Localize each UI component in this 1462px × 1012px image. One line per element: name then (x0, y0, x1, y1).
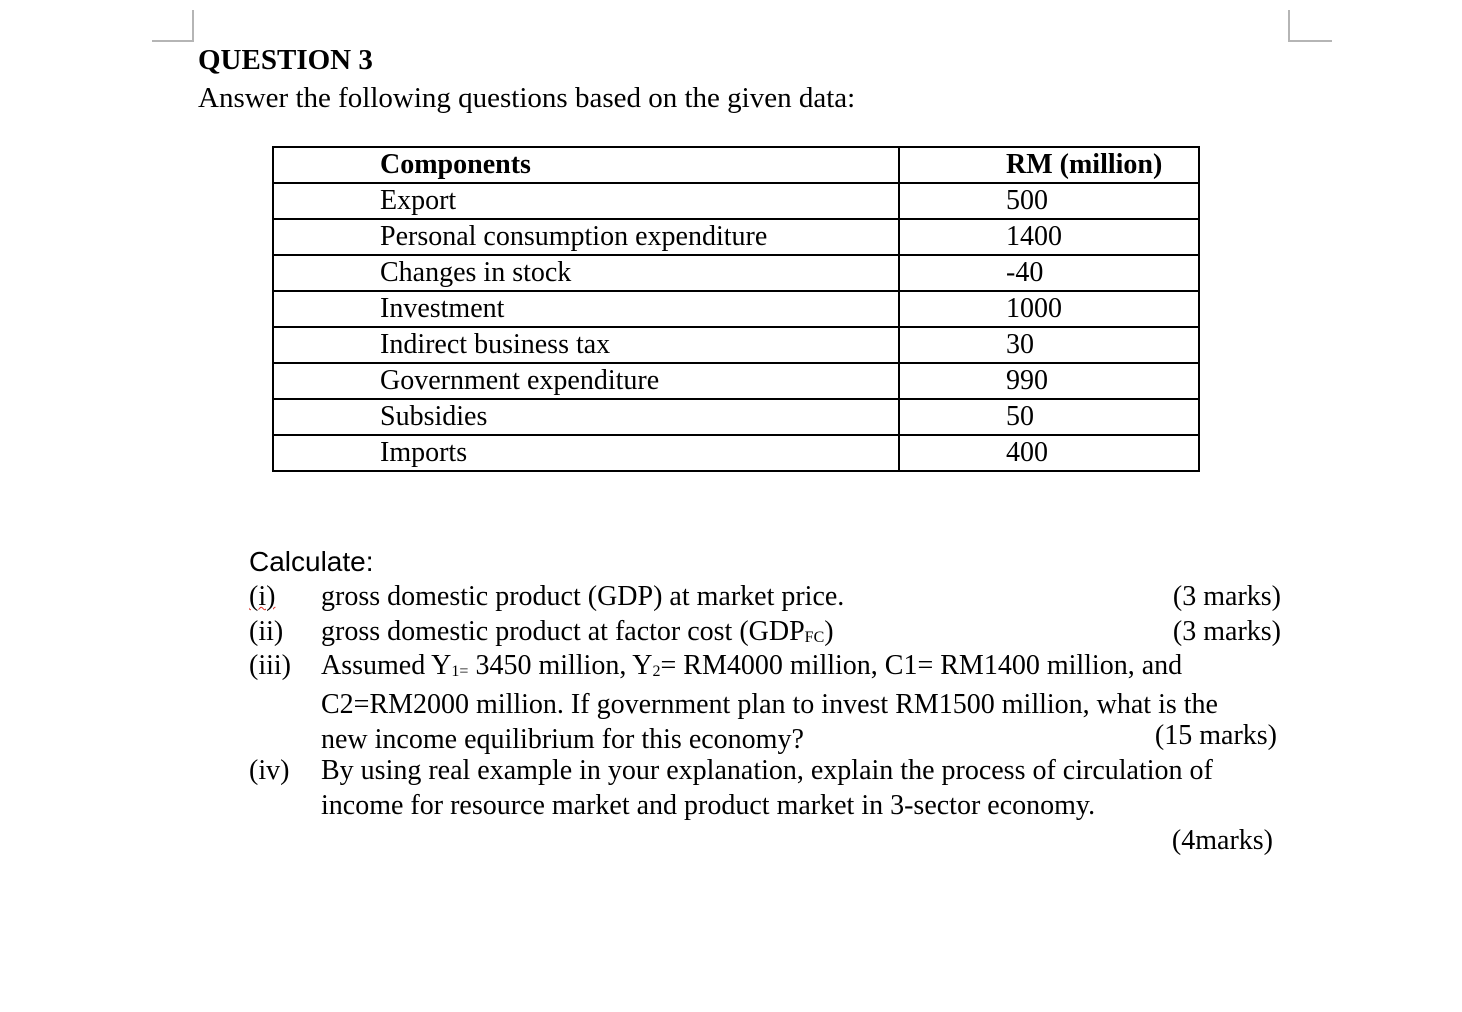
item-text: 3450 million, Y (468, 650, 653, 681)
page-corner-mark-top-right (1288, 10, 1332, 42)
item-marks: (3 marks) (1172, 616, 1281, 647)
item-marks: (3 marks) (1172, 581, 1281, 612)
item-text: gross domestic product (GDP) at market price. (321, 581, 845, 612)
question-instruction: Answer the following questions based on the given data: (198, 82, 856, 114)
header-rm-million: RM (million) (899, 147, 1199, 183)
cell-component: Subsidies (273, 399, 899, 435)
cell-value: 30 (899, 327, 1199, 363)
table-row (273, 363, 1199, 399)
table-row (273, 399, 1199, 435)
item-text-end: ) (824, 616, 834, 647)
item-number: (iii) (249, 650, 291, 681)
table-row (273, 291, 1199, 327)
cell-component: Changes in stock (273, 255, 899, 291)
item-text: gross domestic product at factor cost (GDP (321, 616, 805, 647)
table-row (273, 327, 1199, 363)
cell-component: Government expenditure (273, 363, 899, 399)
cell-value: 990 (899, 363, 1199, 399)
item-number: (i) (249, 581, 276, 612)
item-marks: (15 marks) (1154, 720, 1277, 751)
item-subscript: 1= (451, 663, 469, 680)
table-row (273, 255, 1199, 291)
question-item-iii (249, 648, 1281, 758)
data-table (272, 146, 1200, 472)
cell-component: Export (273, 183, 899, 219)
table-row (273, 219, 1199, 255)
page-corner-mark-top-left (152, 10, 194, 42)
cell-component: Personal consumption expenditure (273, 219, 899, 255)
question-item-iv (249, 753, 1281, 863)
table-header-row (273, 147, 1199, 183)
header-components: Components (273, 147, 899, 183)
cell-value: -40 (899, 255, 1199, 291)
item-subscript: FC (804, 629, 825, 646)
item-text-block (321, 648, 1271, 757)
cell-component: Investment (273, 291, 899, 327)
item-marks: (4marks) (1171, 825, 1273, 856)
cell-component: Imports (273, 435, 899, 471)
cell-value: 1000 (899, 291, 1199, 327)
question-item-ii (249, 614, 1281, 649)
question-title: QUESTION 3 (198, 44, 373, 76)
cell-value: 1400 (899, 219, 1199, 255)
calculate-label: Calculate: (249, 546, 374, 577)
item-text: = RM4000 million, C1= RM1400 million, and C2=RM2000 million. If government plan to invest RM1500 million, what is the new income equilibrium for this economy? (321, 650, 1218, 755)
table-row (273, 435, 1199, 471)
item-number: (iv) (249, 755, 290, 786)
cell-component: Indirect business tax (273, 327, 899, 363)
table-row (273, 183, 1199, 219)
cell-value: 50 (899, 399, 1199, 435)
cell-value: 500 (899, 183, 1199, 219)
item-text: Assumed Y (321, 650, 452, 681)
item-subscript: 2 (652, 663, 661, 680)
item-text-block (321, 753, 1266, 823)
item-number: (ii) (249, 616, 284, 647)
item-text: By using real example in your explanation, explain the process of circulation of income for resource market and product market in 3-sector economy. (321, 755, 1213, 821)
item-text-block (321, 579, 1281, 614)
cell-value: 400 (899, 435, 1199, 471)
question-item-i (249, 579, 1281, 614)
